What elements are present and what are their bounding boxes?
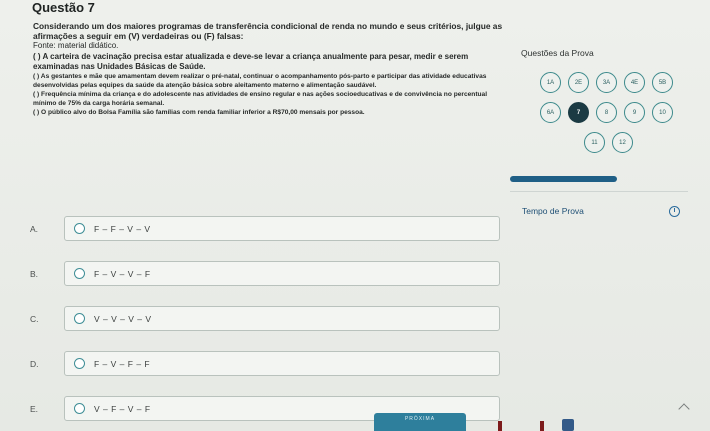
option-text: F – V – V – F: [94, 268, 151, 279]
statement-1: ( ) A carteira de vacinação precisa estar atualizada e deve-se levar a criança anualmente para pesar, medir e serem examinadas nas Unidades Básicas de Saúde.: [33, 52, 469, 71]
progress-fill: [510, 176, 617, 182]
question-body: [33, 21, 511, 117]
option-letter: B.: [30, 268, 39, 279]
taskbar-indicator: [540, 421, 544, 431]
question-nav-button[interactable]: 10: [652, 102, 673, 123]
radio-icon[interactable]: [74, 268, 85, 279]
question-row: [521, 72, 691, 93]
question-nav-button[interactable]: 6A: [540, 102, 561, 123]
option-letter: A.: [30, 223, 39, 234]
panel-title: Questões da Prova: [521, 48, 594, 58]
question-title: Questão 7: [32, 0, 95, 15]
question-row: [521, 132, 691, 153]
question-row: [521, 102, 691, 123]
exam-progress-bar: [510, 176, 688, 182]
option-a[interactable]: [30, 214, 500, 243]
timer-label: Tempo de Prova: [522, 206, 584, 216]
question-nav-button[interactable]: 2E: [568, 72, 589, 93]
question-navigator: [521, 72, 691, 153]
question-nav-button[interactable]: 9: [624, 102, 645, 123]
question-nav-button[interactable]: 1A: [540, 72, 561, 93]
option-text: V – F – V – F: [94, 403, 151, 414]
option-box[interactable]: [64, 216, 500, 241]
chevron-up-icon[interactable]: [678, 403, 689, 414]
answer-options: [30, 214, 500, 431]
question-nav-button[interactable]: 8: [596, 102, 617, 123]
option-text: F – F – V – V: [94, 223, 151, 234]
statement-4: ( ) O público alvo do Bolsa Família são famílias com renda familiar inferior a R$70,00 mensais por pessoa.: [33, 109, 365, 116]
question-nav-button[interactable]: 7: [568, 102, 589, 123]
option-box[interactable]: [64, 306, 500, 331]
question-source: Fonte: material didático.: [33, 41, 119, 50]
option-b[interactable]: [30, 259, 500, 288]
radio-icon[interactable]: [74, 223, 85, 234]
option-text: V – V – V – V: [94, 313, 152, 324]
statement-3: ( ) Frequência mínima da criança e do adolescente nas atividades de ensino regular e nas ações socioeducativas e de convivência no percentual mínimo de 75% da carga horária semanal.: [33, 91, 488, 107]
option-box[interactable]: [64, 261, 500, 286]
radio-icon[interactable]: [74, 313, 85, 324]
option-c[interactable]: [30, 304, 500, 333]
radio-icon[interactable]: [74, 358, 85, 369]
option-text: F – V – F – F: [94, 358, 151, 369]
option-box[interactable]: [64, 351, 500, 376]
option-letter: C.: [30, 313, 39, 324]
question-nav-button[interactable]: 5B: [652, 72, 673, 93]
taskbar-indicator: [498, 421, 502, 431]
statement-2: ( ) As gestantes e mãe que amamentam devem realizar o pré-natal, continuar o acompanhamento pós-parto e participar das atividade educativas desenvolvidas pelas equipes da saúde da atenção básica sobre aleitamento materno e alimentação saudável.: [33, 73, 487, 89]
option-d[interactable]: [30, 349, 500, 378]
radio-icon[interactable]: [74, 403, 85, 414]
taskbar-app-icon[interactable]: [562, 419, 574, 431]
question-nav-button[interactable]: 4E: [624, 72, 645, 93]
question-nav-button[interactable]: 12: [612, 132, 633, 153]
option-letter: E.: [30, 403, 39, 414]
option-letter: D.: [30, 358, 39, 369]
questions-panel: [521, 48, 691, 153]
question-intro: Considerando um dos maiores programas de transferência condicional de renda no mundo e seus critérios, julgue as afirmações a seguir em (V) verdadeiras ou (F) falsas:: [33, 21, 503, 41]
clock-icon[interactable]: [669, 206, 680, 217]
next-button[interactable]: PRÓXIMA: [374, 413, 466, 431]
divider: [510, 191, 688, 192]
question-nav-button[interactable]: 3A: [596, 72, 617, 93]
question-nav-button[interactable]: 11: [584, 132, 605, 153]
